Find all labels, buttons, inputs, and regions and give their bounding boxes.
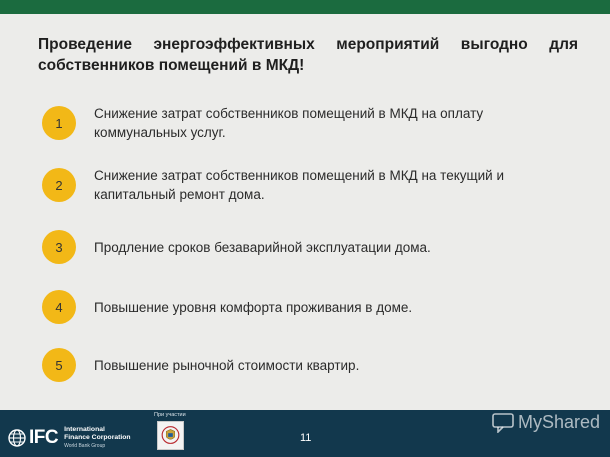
item-text: Повышение рыночной стоимости квартир.: [94, 357, 360, 373]
myshared-logo-icon: [492, 413, 514, 433]
item-number-badge: 2: [42, 168, 76, 202]
item-number-badge: 5: [42, 348, 76, 382]
list-item: [42, 166, 544, 204]
ifc-logo: [8, 426, 131, 450]
page-number: 11: [300, 432, 312, 444]
ifc-wordmark: IFC: [29, 427, 59, 448]
org-line-2: Finance Corporation: [64, 434, 131, 441]
top-accent-bar: [0, 0, 610, 14]
myshared-watermark: [492, 412, 600, 433]
org-line-3: World Bank Group: [64, 443, 106, 449]
globe-icon: [8, 429, 26, 447]
item-text: Снижение затрат собственников помещений в МКД на оплату коммунальных услуг.: [94, 106, 484, 140]
list-item: [42, 348, 544, 382]
partner-emblem: [157, 421, 184, 450]
item-text: Снижение затрат собственников помещений в МКД на текущий и капитальный ремонт дома.: [94, 168, 504, 202]
item-number-badge: 3: [42, 230, 76, 264]
item-text: Повышение уровня комфорта проживания в доме.: [94, 299, 413, 315]
list-item: [42, 290, 544, 324]
item-number-badge: 4: [42, 290, 76, 324]
item-text: Продление сроков безаварийной эксплуатации дома.: [94, 239, 431, 255]
list-item: [42, 230, 544, 264]
item-number-badge: 1: [42, 106, 76, 140]
support-label: При участии: [154, 412, 186, 418]
list-item: [42, 104, 544, 142]
ifc-org-name: [64, 426, 130, 450]
coat-of-arms-icon: [158, 422, 183, 449]
org-line-1: International: [64, 426, 105, 433]
slide-title: Проведение энергоэффективных мероприятий выгодно для собственников помещений в МКД!: [38, 36, 578, 74]
watermark-text: MyShared: [518, 412, 601, 432]
